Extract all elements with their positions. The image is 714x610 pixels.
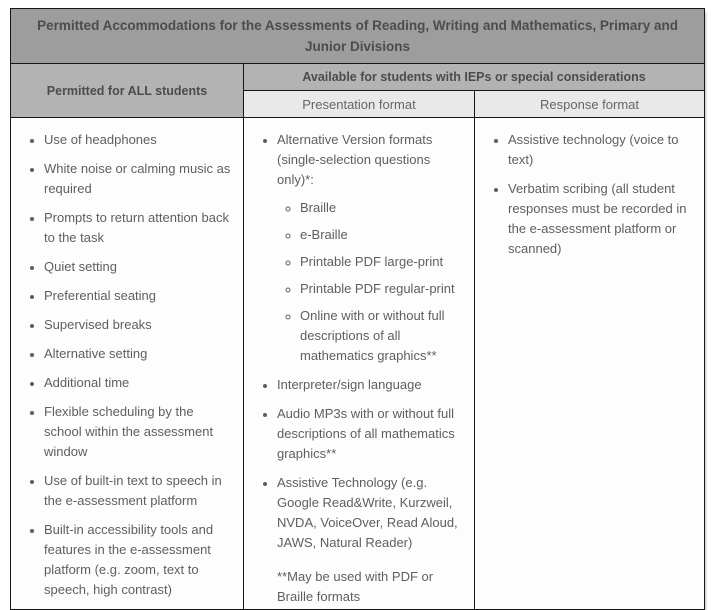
list-item: • Use of headphones bbox=[44, 130, 233, 150]
group-header-row bbox=[11, 64, 705, 91]
list-item: • Use of built-in text to speech in the e-assessment platform bbox=[44, 471, 233, 511]
alt-formats-item bbox=[277, 130, 464, 366]
alt-formats-sublist bbox=[277, 198, 464, 366]
accommodations-table bbox=[10, 8, 705, 610]
list-item: • Preferential seating bbox=[44, 286, 233, 306]
sub-list-item: ◦ Printable PDF large-print bbox=[300, 252, 464, 272]
presentation-list bbox=[244, 130, 464, 553]
presentation-format-cell bbox=[244, 118, 475, 610]
sub-list-item: ◦ Online with or without full descriptions of all mathematics graphics** bbox=[300, 306, 464, 366]
presentation-footnote: **May be used with PDF or Braille formats bbox=[277, 569, 434, 604]
list-item: • Alternative setting bbox=[44, 344, 233, 364]
list-item: • Assistive Technology (e.g. Google Read&Write, Kurzweil, NVDA, VoiceOver, Read Aloud, JAWS, Natural Reader) bbox=[277, 473, 464, 553]
list-item: • Prompts to return attention back to the task bbox=[44, 208, 233, 248]
list-item: • Supervised breaks bbox=[44, 315, 233, 335]
list-item: • Quiet setting bbox=[44, 257, 233, 277]
table-title: Permitted Accommodations for the Assessments of Reading, Writing and Mathematics, Primary and Junior Divisions bbox=[11, 9, 705, 64]
body-row bbox=[11, 118, 705, 610]
list-item: • Audio MP3s with or without full descriptions of all mathematics graphics** bbox=[277, 404, 464, 464]
alt-formats-label: Alternative Version formats (single-selection questions only)*: bbox=[277, 132, 433, 187]
sub-list-item: ◦ Printable PDF regular-print bbox=[300, 279, 464, 299]
sub-list-item: ◦ Braille bbox=[300, 198, 464, 218]
list-item: • Additional time bbox=[44, 373, 233, 393]
list-item: • Interpreter/sign language bbox=[277, 375, 464, 395]
list-item: • Verbatim scribing (all student responses must be recorded in the e-assessment platform or scanned) bbox=[508, 179, 694, 259]
sub-header-response: Response format bbox=[475, 91, 705, 118]
title-row bbox=[11, 9, 705, 64]
sub-header-presentation: Presentation format bbox=[244, 91, 475, 118]
response-list bbox=[475, 130, 694, 259]
list-item: • White noise or calming music as required bbox=[44, 159, 233, 199]
sub-list-item: ◦ e-Braille bbox=[300, 225, 464, 245]
list-item: • Flexible scheduling by the school within the assessment window bbox=[44, 402, 233, 462]
col-header-all-students: Permitted for ALL students bbox=[11, 64, 244, 118]
response-format-cell bbox=[475, 118, 705, 610]
col-header-iep: Available for students with IEPs or special considerations bbox=[244, 64, 705, 91]
all-students-list bbox=[11, 130, 233, 600]
list-item: • Built-in accessibility tools and features in the e-assessment platform (e.g. zoom, text to speech, high contrast) bbox=[44, 520, 233, 600]
list-item: • Assistive technology (voice to text) bbox=[508, 130, 694, 170]
all-students-cell bbox=[11, 118, 244, 610]
